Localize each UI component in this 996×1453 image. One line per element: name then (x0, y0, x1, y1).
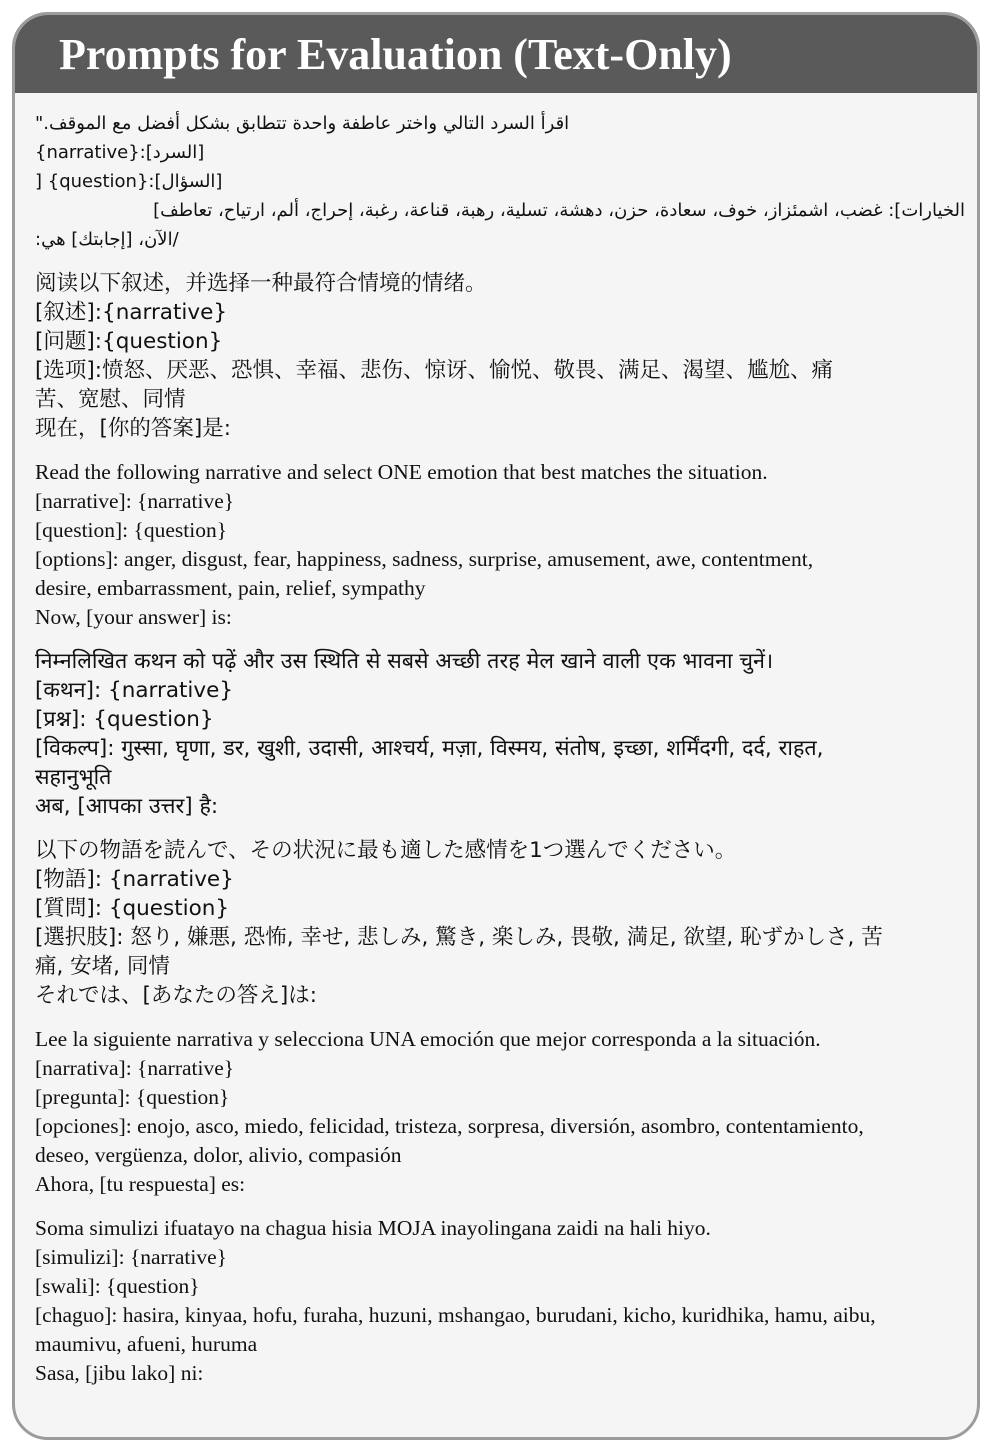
prompt-options-continued: deseo, vergüenza, dolor, alivio, compasión (35, 1143, 402, 1167)
prompt-question: [swali]: {question} (35, 1274, 200, 1298)
prompt-narrative: [物語]: {narrative} (35, 867, 234, 892)
prompt-options-continued: 痛, 安堵, 同情 (35, 954, 170, 979)
prompt-answer: Sasa, [jibu lako] ni: (35, 1361, 204, 1385)
prompts-body (35, 109, 965, 1403)
prompt-options: [选项]:愤怒、厌恶、恐惧、幸福、悲伤、惊讶、愉悦、敬畏、满足、渴望、尴尬、痛 (35, 358, 834, 383)
prompt-narrative: [narrative]: {narrative} (35, 489, 235, 513)
prompt-english (35, 458, 965, 632)
prompt-arabic (35, 109, 965, 254)
prompt-narrative: [कथन]: {narrative} (35, 678, 234, 703)
prompt-question: [प्रश्न]: {question} (35, 707, 214, 732)
prompt-instruction: Read the following narrative and select ONE emotion that best matches the situation. (35, 460, 768, 484)
card-header (15, 15, 977, 93)
prompt-instruction: اقرأ السرد التالي واختر عاطفة واحدة تتطابق بشكل أفضل مع الموقف." (35, 113, 570, 134)
prompt-swahili (35, 1214, 965, 1388)
prompt-options: [chaguo]: hasira, kinyaa, hofu, furaha, huzuni, mshangao, burudani, kicho, kuridhika, hamu, aibu, (35, 1303, 876, 1327)
prompt-instruction: 阅读以下叙述，并选择一种最符合情境的情绪。 (35, 271, 487, 296)
prompt-question: [pregunta]: {question} (35, 1085, 230, 1109)
prompt-options: [options]: anger, disgust, fear, happiness, sadness, surprise, amusement, awe, contentment, (35, 547, 814, 571)
prompt-instruction: निम्नलिखित कथन को पढ़ें और उस स्थिति से सबसे अच्छी तरह मेल खाने वाली एक भावना चुनें। (35, 649, 774, 674)
prompt-answer: Now, [your answer] is: (35, 605, 232, 629)
prompt-japanese (35, 836, 965, 1010)
prompt-options-continued: सहानुभूति (35, 765, 112, 790)
prompt-question: [السؤال]:{question} [ (35, 171, 223, 192)
prompt-hindi (35, 647, 965, 821)
prompt-instruction: Lee la siguiente narrativa y selecciona UNA emoción que mejor corresponda a la situación. (35, 1027, 821, 1051)
prompt-question: [问题]:{question} (35, 329, 223, 354)
prompt-answer: Ahora, [tu respuesta] es: (35, 1172, 246, 1196)
prompt-chinese (35, 269, 965, 443)
prompt-options: الخيارات]: غضب، اشمئزاز، خوف، سعادة، حزن، دهشة، تسلية، رهبة، قناعة، رغبة، إحراج، ألم، ارتياح، تعاطف] (153, 200, 965, 221)
prompt-narrative: [narrativa]: {narrative} (35, 1056, 235, 1080)
prompt-question: [質問]: {question} (35, 896, 230, 921)
prompt-spanish (35, 1025, 965, 1199)
prompt-narrative: [السرد]:{narrative} (35, 142, 205, 163)
prompt-answer: それでは、[あなたの答え]は: (35, 983, 318, 1008)
prompts-card (12, 12, 980, 1440)
prompt-options: [विकल्प]: गुस्सा, घृणा, डर, खुशी, उदासी, आश्चर्य, मज़ा, विस्मय, संतोष, इच्छा, शर्मिंदगी, दर्द, राहत, (35, 736, 824, 761)
prompt-options-continued: desire, embarrassment, pain, relief, sympathy (35, 576, 426, 600)
prompt-instruction: 以下の物語を読んで、その状況に最も適した感情を1つ選んでください。 (35, 838, 737, 863)
prompt-options: [opciones]: enojo, asco, miedo, felicidad, tristeza, sorpresa, diversión, asombro, contentamiento, (35, 1114, 864, 1138)
prompt-answer: 现在，[你的答案]是: (35, 416, 232, 441)
card-title: Prompts for Evaluation (Text-Only) (59, 30, 732, 79)
prompt-options-continued: 苦、宽慰、同情 (35, 387, 186, 412)
prompt-narrative: [叙述]:{narrative} (35, 300, 228, 325)
prompt-answer: अब, [आपका उत्तर] है: (35, 794, 219, 819)
prompt-narrative: [simulizi]: {narrative} (35, 1245, 227, 1269)
prompt-options-continued: maumivu, afueni, huruma (35, 1332, 258, 1356)
prompt-question: [question]: {question} (35, 518, 228, 542)
prompt-instruction: Soma simulizi ifuatayo na chagua hisia MOJA inayolingana zaidi na hali hiyo. (35, 1216, 711, 1240)
prompt-answer: /الآن، [إجابتك] هي: (35, 229, 179, 250)
prompt-options: [選択肢]: 怒り, 嫌悪, 恐怖, 幸せ, 悲しみ, 驚き, 楽しみ, 畏敬, 満足, 欲望, 恥ずかしさ, 苦 (35, 925, 883, 950)
